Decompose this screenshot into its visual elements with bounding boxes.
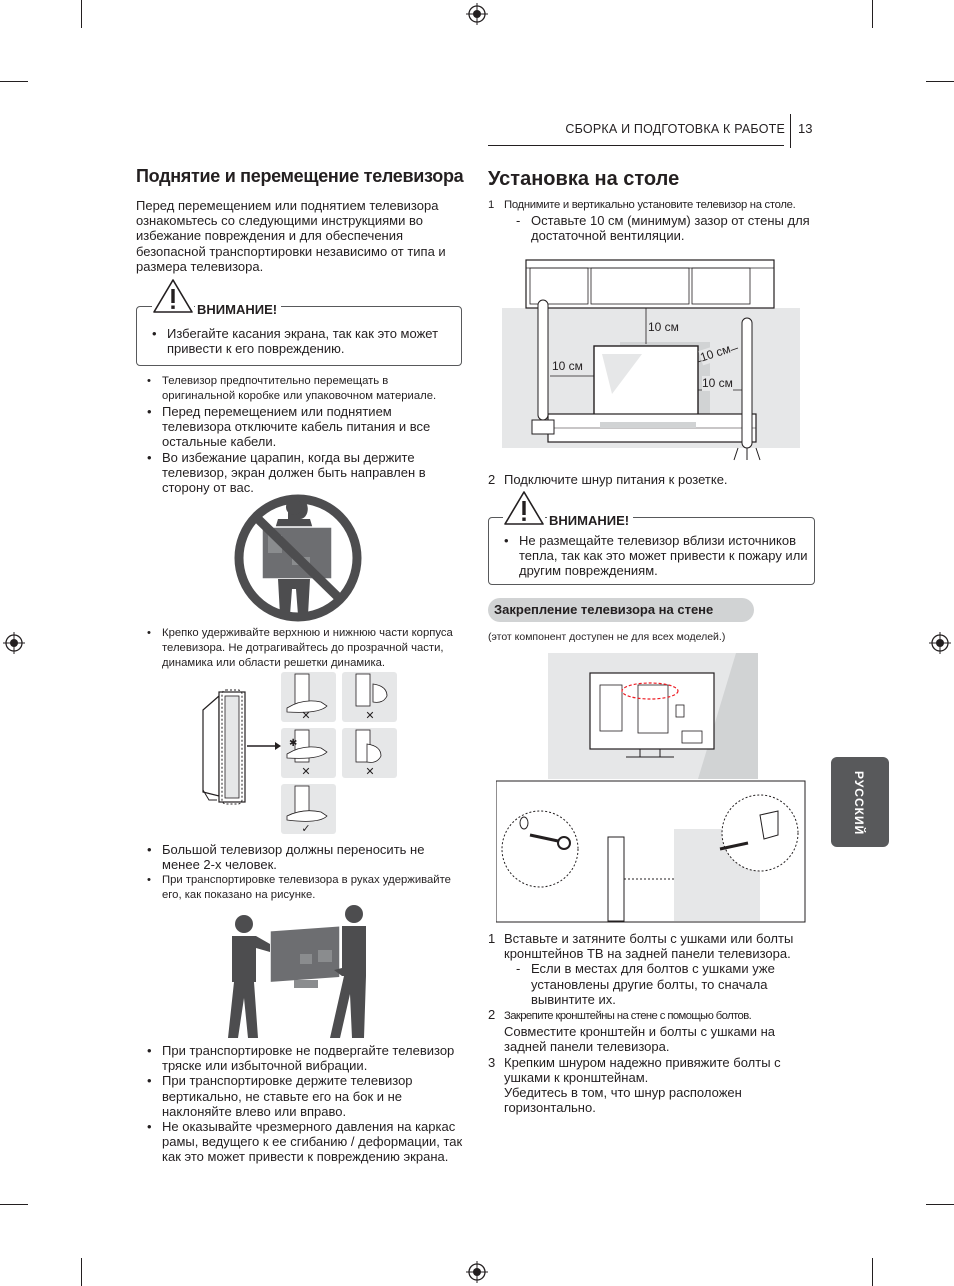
registration-mark-icon: [929, 632, 951, 654]
table-step-1: [488, 198, 818, 244]
crop-mark: [0, 81, 28, 82]
svg-text:✕: ✕: [365, 710, 375, 722]
caution-item: • Избегайте касания экрана, так как это может привести к его повреждению.: [141, 326, 453, 356]
caution-list-right: [493, 533, 809, 579]
bullet-list-c: [136, 842, 448, 872]
section-title-table: Установка на столе: [488, 168, 680, 190]
wall-mount-illustration: [496, 653, 806, 925]
clearance-label-left: 10 см: [552, 359, 583, 373]
language-tab: [831, 757, 889, 847]
caution-title-right: ВНИМАНИЕ!: [547, 513, 633, 528]
caution-title-left: ВНИМАНИЕ!: [195, 302, 281, 317]
step-text: Вставьте и затяните болты с ушками или болты кронштейнов ТВ на задней панели телевизора.: [504, 931, 794, 962]
bullet-item: • При транспортировке телевизора в руках удерживайте его, как показано на рисунке.: [136, 873, 466, 903]
page-number: 13: [798, 121, 813, 136]
bullet-list-b: [136, 626, 462, 672]
svg-text:✕: ✕: [301, 710, 311, 722]
bullet-item: • Крепко удерживайте верхнюю и нижнюю части корпуса телевизора. Не дотрагивайтесь до прозрачной части, динамика или области решетки динамика.: [136, 626, 462, 672]
step-text: Крепким шнуром надежно привяжите болты с ушками к кронштейнам.: [504, 1054, 781, 1085]
bullet-item: • Не оказывайте чрезмерного давления на каркас рамы, ведущего к ее сгибанию / деформации, так как это может привести к повреждению экрана.: [136, 1119, 464, 1165]
clearance-label-top: 10 см: [648, 320, 679, 334]
clearance-label-right-lower: 10 см: [702, 376, 733, 390]
lifting-intro: Перед перемещением или поднятием телевизора ознакомьтесь со следующими инструкциями во избежание повреждения и для обеспечения безопасной транспортировки независимо от типа и размера телевизора.: [136, 198, 446, 274]
step-dash-text: Если в местах для болтов с ушками уже установлены другие болты, то сначала вывинтите их.: [531, 961, 775, 1007]
bullet-item: • Перед перемещением или поднятием телевизора отключите кабель питания и все остальные кабели.: [136, 404, 448, 450]
svg-text:✕: ✕: [365, 766, 375, 778]
wall-mount-note: (этот компонент доступен не для всех моделей.): [488, 631, 726, 643]
tv-clearance-illustration: [502, 258, 802, 470]
two-people-carry-illustration: [222, 900, 382, 1040]
header-divider: [790, 114, 791, 148]
bullet-item: • При транспортировке держите телевизор вертикально, не ставьте его на бок и не наклоняйте влево или вправо.: [136, 1073, 464, 1119]
step-text: Поднимите и вертикально установите телевизор на столе.: [504, 199, 796, 211]
crop-mark: [872, 1258, 873, 1286]
header-rule: [488, 145, 784, 146]
bullet-list-a: [136, 374, 462, 404]
step-number: 1: [488, 199, 494, 211]
section-title-lifting: Поднятие и перемещение телевизора: [136, 166, 464, 186]
svg-text:✕: ✕: [301, 766, 311, 778]
crop-mark: [81, 0, 82, 28]
bullet-item: • Телевизор предпочтительно перемещать в оригинальной коробке или упаковочном материале.: [136, 374, 462, 404]
step-number: 2: [488, 472, 496, 487]
no-carry-facing-illustration: [232, 493, 364, 623]
step-text: Подключите шнур питания к розетке.: [504, 472, 728, 487]
step-number: 1: [488, 931, 496, 946]
step-text: Совместите кронштейн и болты с ушками на задней панели телевизора.: [504, 1024, 775, 1055]
crop-mark: [872, 0, 873, 28]
warning-triangle-icon: [503, 490, 545, 526]
table-step-2: [488, 472, 818, 487]
crop-mark: [81, 1258, 82, 1286]
step-dash-text: Оставьте 10 см (минимум) зазор от стены для достаточной вентиляции.: [531, 213, 810, 244]
caution-list-left: [141, 326, 453, 356]
bullet-item: • Во избежание царапин, когда вы держите телевизор, экран должен быть направлен в сторону от вас.: [136, 450, 448, 496]
grip-tv-illustration: [195, 670, 405, 840]
dash-marker: -: [516, 961, 521, 977]
step-number: 3: [488, 1054, 496, 1070]
bullet-list-a2: [136, 404, 448, 495]
dash-marker: -: [516, 213, 521, 229]
step-text-small: Закрепите кронштейны на стене с помощью болтов.: [504, 1010, 752, 1023]
bullet-list-d: [136, 1043, 464, 1165]
crop-mark: [0, 1204, 28, 1205]
caution-item: • Не размещайте телевизор вблизи источников тепла, так как это может привести к пожару или другим повреждениям.: [493, 533, 809, 579]
registration-mark-icon: [466, 3, 488, 25]
bullet-item: • Большой телевизор должны переносить не менее 2-х человек.: [136, 842, 448, 872]
running-header: СБОРКА И ПОДГОТОВКА К РАБОТЕ: [565, 122, 785, 136]
bullet-item: • При транспортировке не подвергайте телевизор тряске или избыточной вибрации.: [136, 1043, 464, 1073]
svg-text:✱: ✱: [289, 738, 298, 749]
registration-mark-icon: [466, 1261, 488, 1283]
bullet-list-c2: [136, 873, 466, 903]
crop-mark: [926, 81, 954, 82]
warning-triangle-icon: [152, 278, 194, 314]
step-number: 2: [488, 1007, 496, 1023]
registration-mark-icon: [3, 632, 25, 654]
crop-mark: [926, 1204, 954, 1205]
svg-text:✓: ✓: [301, 823, 311, 835]
wall-mount-heading: Закрепление телевизора на стене: [488, 598, 754, 622]
language-tab-label: РУССКИЙ: [852, 771, 866, 836]
step-text-2: Убедитесь в том, что шнур расположен горизонтально.: [504, 1085, 742, 1116]
clearance-label-right-upper: 10 см: [698, 341, 733, 365]
wall-mount-steps: [488, 931, 808, 1115]
